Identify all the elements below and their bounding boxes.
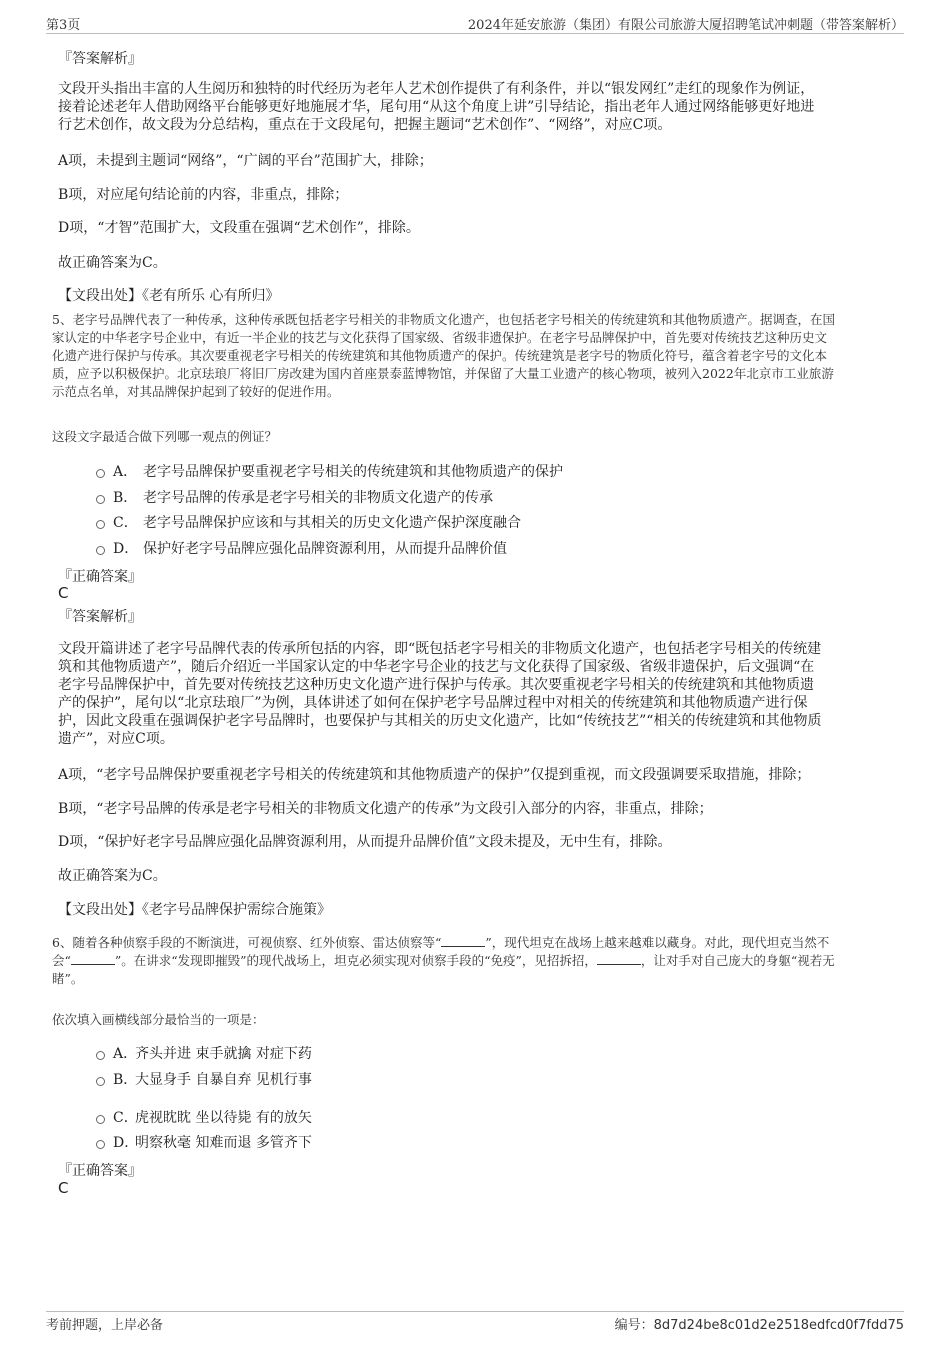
radio-button-icon[interactable] (96, 1051, 105, 1060)
q5-option-b-note: B项，“老字号品牌的传承是老字号相关的非物质文化遗产的传承”为文段引入部分的内容，非重点，排除； (58, 801, 713, 817)
radio-button-icon[interactable] (96, 1115, 105, 1124)
q6-stem (52, 934, 902, 988)
document-title: 2024年延安旅游（集团）有限公司旅游大厦招聘笔试冲刺题（带答案解析） (467, 18, 904, 33)
q5-option-c[interactable] (96, 511, 521, 533)
radio-button-icon[interactable] (96, 546, 105, 555)
option-key: D． (113, 1135, 139, 1151)
q4-conclusion: 故正确答案为C。 (58, 255, 167, 271)
q5-stem-line: 示范点名单，对其品牌保护起到了较好的促进作用。 (52, 384, 340, 399)
q5-analysis-line: 老字号品牌保护中，首先要对传统技艺这种历史文化遗产进行保护与传承。其次要重视老字号相关的传统建筑和其他物质遗 (58, 677, 814, 693)
option-key: A． (113, 1046, 138, 1062)
header-divider (46, 33, 904, 34)
q4-source: 【文段出处】《老有所乐 心有所归》 (58, 288, 280, 304)
q5-option-d-note: D项，“保护好老字号品牌应强化品牌资源利用，从而提升品牌价值”文段未提及，无中生有，排除。 (58, 834, 672, 850)
option-text: 大显身手 自暴自弃 见机行事 (135, 1072, 312, 1088)
footer-code-value: 8d7d24be8c01d2e2518edfcd0f7fdd75 (653, 1318, 904, 1333)
q6-stem-line: 6、随着各种侦察手段的不断演进，可视侦察、红外侦察、雷达侦察等“ ”，现代坦克在战场上越来越难以藏身。对此，现代坦克当然不 (52, 935, 830, 950)
q5-option-d[interactable] (96, 537, 507, 559)
footer-code-label: 编号： (614, 1318, 654, 1333)
q6-correct-title: 『正确答案』 (58, 1163, 142, 1179)
option-text: 老字号品牌的传承是老字号相关的非物质文化遗产的传承 (143, 490, 493, 506)
option-key: B． (113, 1072, 138, 1088)
q4-analysis-text (58, 80, 898, 134)
option-text: 保护好老字号品牌应强化品牌资源利用，从而提升品牌价值 (143, 541, 507, 557)
radio-button-icon[interactable] (96, 495, 105, 504)
radio-button-icon[interactable] (96, 1077, 105, 1086)
q5-option-a[interactable] (96, 460, 563, 482)
q5-analysis-line: 文段开篇讲述了老字号品牌代表的传承所包括的内容，即“既包括老字号相关的非物质文化遗产，也包括老字号相关的传统建 (58, 641, 822, 657)
q5-source: 【文段出处】《老字号品牌保护需综合施策》 (58, 902, 331, 918)
q5-analysis-title: 『答案解析』 (58, 609, 142, 625)
option-text: 齐头并进 束手就擒 对症下药 (135, 1046, 312, 1062)
option-key: C． (113, 515, 138, 531)
option-key: A． (113, 464, 138, 480)
q5-analysis-line: 遗产”，对应C项。 (58, 731, 174, 747)
q4-analysis-title: 『答案解析』 (58, 51, 142, 67)
q4-analysis-line: 行艺术创作，故文段为分总结构，重点在于文段尾句，把握主题词“艺术创作”、“网络”，对应C项。 (58, 117, 672, 133)
option-key: B． (113, 490, 138, 506)
q5-analysis-line: 护，因此文段重在强调保护老字号品牌时，也要保护与其相关的历史文化遗产，比如“传统技艺”“相关的传统建筑和其他物质 (58, 713, 822, 729)
blank-1[interactable] (441, 936, 485, 947)
footer-divider (46, 1311, 904, 1312)
q4-option-b-note: B项，对应尾句结论前的内容，非重点，排除； (58, 187, 349, 203)
q5-analysis-text (58, 640, 903, 748)
option-key: D． (113, 541, 139, 557)
option-text: 老字号品牌保护应该和与其相关的历史文化遗产保护深度融合 (143, 515, 521, 531)
radio-button-icon[interactable] (96, 1140, 105, 1149)
footer-code (615, 1314, 904, 1333)
q6-option-b[interactable] (96, 1068, 312, 1090)
q6-correct-answer: C (58, 1179, 69, 1197)
page-number: 第3页 (46, 18, 81, 33)
q5-stem-line: 家认定的中华老字号企业中，有近一半企业的技艺与文化获得了国家级、省级非遗保护。在老字号品牌保护中，首先要对传统技艺这种历史文 (52, 330, 828, 345)
q4-analysis-line: 文段开头指出丰富的人生阅历和独特的时代经历为老年人艺术创作提供了有利条件，并以“银发网红”走红的现象作为例证， (58, 81, 815, 97)
q5-stem-line: 质，应予以积极保护。北京珐琅厂将旧厂房改建为国内首座景泰蓝博物馆，并保留了大量工业遗产的核心物项，被列入2022年北京市工业旅游 (52, 366, 834, 381)
q4-option-d-note: D项，“才智”范围扩大，文段重在强调“艺术创作”，排除。 (58, 220, 420, 236)
q4-analysis-line: 接着论述老年人借助网络平台能够更好地施展才华，尾句用“从这个角度上讲”引导结论，指出老年人通过网络能够更好地进 (58, 99, 815, 115)
radio-button-icon[interactable] (96, 520, 105, 529)
q5-prompt: 这段文字最适合做下列哪一观点的例证？ (52, 429, 278, 444)
q5-conclusion: 故正确答案为C。 (58, 868, 167, 884)
q6-option-d[interactable] (96, 1131, 312, 1153)
q6-option-c[interactable] (96, 1106, 312, 1128)
q5-analysis-line: 产的保护”，尾句以“北京珐琅厂”为例，具体讲述了如何在保护老字号品牌过程中对相关的传统建筑和其他物质遗产进行保 (58, 695, 808, 711)
option-text: 虎视眈眈 坐以待毙 有的放矢 (135, 1110, 312, 1126)
q6-prompt: 依次填入画横线部分最恰当的一项是： (52, 1012, 265, 1027)
q4-option-a-note: A项，未提到主题词“网络”，“广阔的平台”范围扩大，排除； (58, 153, 433, 169)
q6-option-a[interactable] (96, 1042, 312, 1064)
blank-2[interactable] (71, 954, 115, 965)
q5-analysis-line: 筑和其他物质遗产”，随后介绍近一半国家认定的中华老字号企业的技艺与文化获得了国家级、省级非遗保护，后文强调“在 (58, 659, 815, 675)
q5-option-a-note: A项，“老字号品牌保护要重视老字号相关的传统建筑和其他物质遗产的保护”仅提到重视，而文段强调要采取措施，排除； (58, 767, 811, 783)
option-text: 老字号品牌保护要重视老字号相关的传统建筑和其他物质遗产的保护 (143, 464, 563, 480)
footer-slogan: 考前押题，上岸必备 (46, 1318, 164, 1333)
blank-3[interactable] (597, 954, 641, 965)
q5-stem-line: 5、老字号品牌代表了一种传承，这种传承既包括老字号相关的非物质文化遗产，也包括老字号相关的传统建筑和其他物质遗产。据调查，在国 (52, 312, 835, 327)
q5-option-b[interactable] (96, 486, 493, 508)
option-text: 明察秋毫 知难而退 多管齐下 (135, 1135, 312, 1151)
q5-stem-line: 化遗产进行保护与传承。其次要重视老字号相关的传统建筑和其他物质遗产的保护。传统建筑是老字号的物质化符号，蕴含着老字号的文化本 (52, 348, 828, 363)
q5-correct-answer: C (58, 584, 69, 602)
q6-stem-line: 睹”。 (52, 971, 84, 986)
q6-stem-line: 会“ ”。在讲求“发现即摧毁”的现代战场上，坦克必须实现对侦察手段的“免疫”，见招拆招， ，让对手对自己庞大的身躯“视若无 (52, 953, 835, 968)
q5-stem (52, 311, 902, 401)
q5-correct-title: 『正确答案』 (58, 569, 142, 585)
option-key: C． (113, 1110, 138, 1126)
radio-button-icon[interactable] (96, 469, 105, 478)
